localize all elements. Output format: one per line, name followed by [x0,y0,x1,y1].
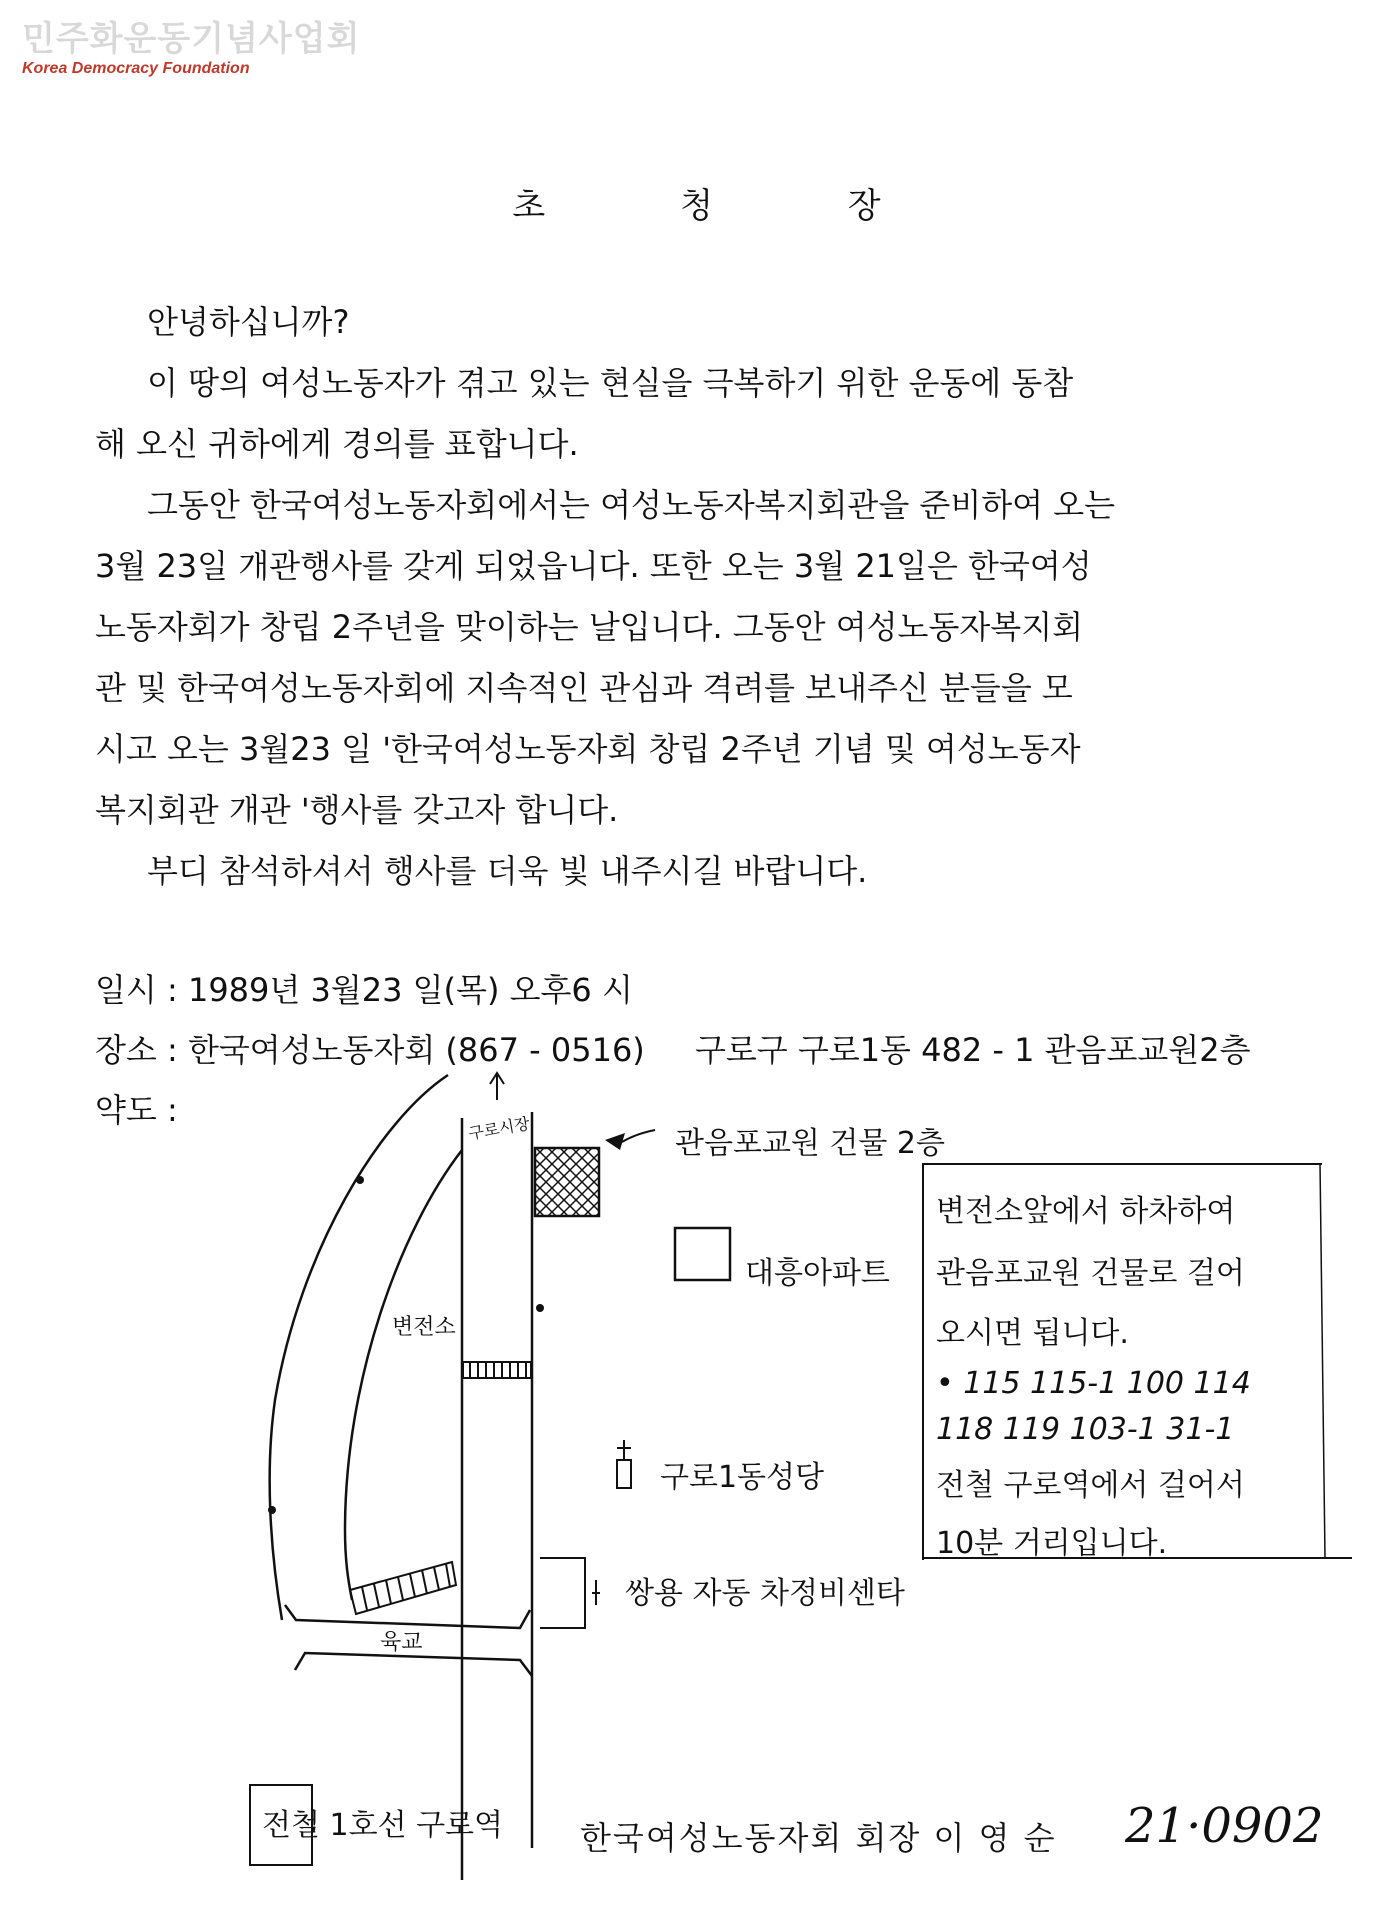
map-church-label: 구로1동성당 [660,1460,824,1495]
letter-line: 3월 23일 개관행사를 갖게 되었읍니다. 또한 오는 3월 21일은 한국여성 [95,547,1092,585]
map-building-label: 관음포교원 건물 2층 [675,1126,945,1161]
closing-line: 부디 참석하셔서 행사를 더욱 빛 내주시길 바랍니다. [147,852,868,890]
direction-line: 변전소앞에서 하차하여 [936,1194,1236,1229]
direction-line: 10분 거리입니다. [936,1526,1168,1561]
letter-line: 그동안 한국여성노동자회에서는 여성노동자복지회관을 준비하여 오는 [147,486,1116,524]
outer-road [270,1075,448,1620]
date-value: 1989년 3월23 일(목) 오후6 시 [187,971,633,1009]
directions-note [936,1178,1251,1578]
letter-line: 관 및 한국여성노동자회에 지속적인 관심과 격려를 보내주신 분들을 모 [95,669,1073,707]
watermark-korean: 민주화운동기념사업회 [22,19,361,59]
letter-line: 복지회관 개관 '행사를 갖고자 합니다. [95,791,619,829]
direction-line: 전철 구로역에서 걸어서 [936,1468,1245,1503]
crosswalk [463,1362,531,1378]
direction-line: 오시면 됩니다. [936,1316,1129,1351]
direction-line: 관음포교원 건물로 걸어 [936,1256,1245,1291]
bridge-bottom [295,1653,532,1676]
letter-line: 이 땅의 여성노동자가 겪고 있는 현실을 극복하기 위한 운동에 동참 [147,364,1074,402]
letter-line: 시고 오는 3월23 일 '한국여성노동자회 창립 2주년 기념 및 여성노동자 [95,730,1081,768]
date-label: 일시 : [95,971,178,1009]
title-char-2: 청 [680,186,715,226]
map-label: 약도 : [95,1091,178,1129]
handwritten-number: 21·0902 [1125,1798,1324,1854]
letter-line: 노동자회가 창립 2주년을 맞이하는 날입니다. 그동안 여성노동자복지회 [95,608,1084,646]
church-icon [617,1460,631,1488]
map-bridge-label: 육교 [380,1630,423,1655]
address: 구로구 구로1동 482 - 1 관음포교원2층 [694,1031,1251,1069]
place-label: 장소 : [95,1031,178,1069]
greeting: 안녕하십니까? [147,303,350,341]
watermark-english: Korea Democracy Foundation [22,60,250,77]
building-marker [535,1148,599,1216]
direction-line: • 115 115-1 100 114 [936,1366,1251,1401]
apartment-box [675,1228,730,1280]
map-apartment-label: 대흥아파트 [745,1256,890,1291]
substation-boundary [345,1150,462,1600]
letter-line: 해 오신 귀하에게 경의를 표합니다. [95,425,579,463]
map-substation-label: 변전소 [392,1315,456,1340]
direction-line: 118 119 103-1 31-1 [936,1412,1235,1447]
map-service-label: 쌍용 자동 차정비센타 [625,1576,905,1611]
signature: 한국여성노동자회 회장 이 영 순 [580,1819,1057,1857]
map-market-label: 구로시장 [466,1113,532,1144]
map-station-label: 전철 1호선 구로역 [262,1808,504,1843]
place-value: 한국여성노동자회 (867 - 0516) [187,1031,645,1069]
title-char-1: 초 [512,186,548,226]
title-char-3: 장 [847,186,883,226]
service-center-marker [540,1558,585,1628]
